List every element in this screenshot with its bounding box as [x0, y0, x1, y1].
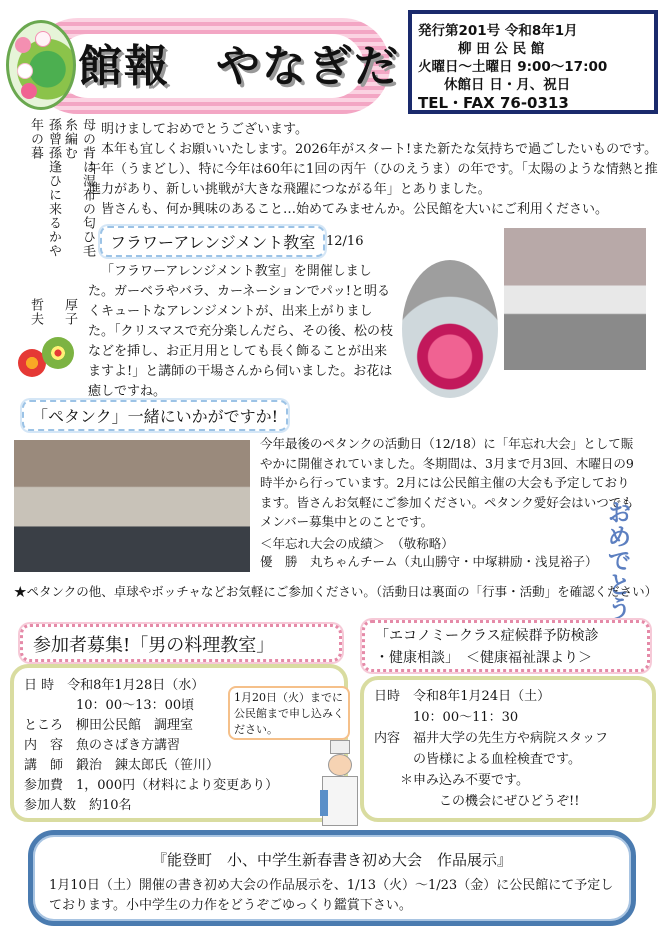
health-invite: この機会にぜひどうぞ!!	[374, 794, 580, 809]
haiku-2-author: 哲夫	[28, 298, 43, 326]
petanque-body: 今年最後のペタンクの活動日（12/18）に「年忘れ大会」として賑やかに開催されていました。冬期間は、3月まで月3回、木曜日の9時半から行っています。2月には公民館主催の大会も予定しております。皆さんお気軽にご参加ください。ペタンク愛好会はいつでもメンバー募集中とのことです。	[260, 436, 634, 529]
health-time: 10：00～11：30	[374, 710, 519, 725]
petanque-winner: 優 勝 丸ちゃんチーム（丸山勝守・中塚耕励・浅見裕子）	[260, 554, 598, 569]
cooking-instructor: 講 師 鍛治 錬太郎氏（笹川）	[24, 758, 220, 773]
health-content: 内容 福井大学の先生方や病院スタッフ	[374, 731, 609, 746]
closed-days: 休館日 日・月、祝日	[444, 77, 571, 93]
issue-number: 発行第201号 令和8年1月	[418, 23, 578, 39]
omedetou-decoration: おめでとう	[603, 500, 631, 620]
spinning-top-icon	[18, 335, 78, 383]
newsletter-title: 館報 やなぎだ	[78, 41, 400, 92]
flower-class-photo	[504, 228, 646, 370]
calligraphy-exhibit	[28, 830, 636, 926]
health-heading-line1: 「エコノミークラス症候群予防検診	[375, 628, 599, 644]
health-note: ＊申み込み不要です。	[374, 773, 529, 788]
new-year-greeting	[88, 120, 658, 220]
chef-illustration	[316, 740, 362, 836]
health-heading-line2: ・健康相談」 ＜健康福祉課より＞	[375, 650, 592, 666]
publication-info	[408, 10, 658, 114]
calligraphy-heading: 『能登町 小、中学生新春書き初め大会 作品展示』	[151, 851, 512, 869]
deadline-bubble: 1月20日（火）までに公民館まで申し込みください。	[228, 686, 350, 740]
opening-hours: 火曜日～土曜日 9:00～17:00	[418, 59, 608, 75]
health-date: 日時 令和8年1月24日（土）	[374, 689, 551, 704]
greeting-line: 皆さんも、何か興味のあること…始めてみませんか。公民館を大いにご利用ください。	[101, 202, 609, 217]
petanque-heading: 「ペタンク」一緒にいかがですか!	[22, 400, 288, 431]
petanque-photo	[14, 440, 250, 572]
haiku-1: 母の背は湿布の匂ひ毛糸編む	[62, 118, 95, 258]
cooking-place: ところ 柳田公民館 調理室	[24, 718, 194, 733]
flower-heading: フラワーアレンジメント教室	[100, 226, 325, 257]
cooking-time: 10：00～13：00頃	[24, 698, 195, 713]
other-activities-note: ★ペタンクの他、卓球やボッチャなどお気軽にご参加ください。（活動日は裏面の「行事・活動」を確認ください）	[14, 584, 658, 599]
pine-plum-wreath-icon	[6, 20, 76, 110]
health-details	[360, 676, 656, 822]
phone-fax: TEL・FAX 76-0313	[418, 94, 569, 112]
organization-name: 柳 田 公 民 館	[458, 41, 545, 57]
flower-date: 12/16	[326, 234, 364, 249]
cooking-heading: 参加者募集!「男の料理教室」	[20, 624, 342, 662]
greeting-line: 本年も宜しくお願いいたします。2026年がスタート!また新たな気持ちで過ごしたいものです。午年（うまどし）、特に今年は60年に1回の丙午（ひのえうま）の年です。「太陽のような情熱と推進力があり、新しい挑戦が大きな飛躍につながる年」とありました。	[88, 142, 658, 197]
flower-body: 「フラワーアレンジメント教室」を開催しました。ガーベラやバラ、カーネーションでパッ!と明るくキュートなアレンジメントが、出来上がりました。「クリスマスで充分楽しんだら、その後、松の枝などを挿し、お正月用としても長く飾ることが出来ますよ!」と講師の干場さんから伺いました。お花は癒しですね。	[88, 264, 393, 399]
cooking-date: 日 時 令和8年1月28日（水）	[24, 678, 205, 693]
greeting-line: 明けましておめでとうございます。	[101, 122, 308, 137]
flower-arrangement-photo	[402, 260, 498, 398]
cooking-content: 内 容 魚のさばき方講習	[24, 738, 181, 753]
cooking-capacity: 参加人数 約10名	[24, 798, 132, 813]
petanque-results-label: ＜年忘れ大会の成績＞ （敬称略）	[260, 536, 454, 551]
haiku-2: 孫曾孫逢ひに来るかや年の暮	[28, 118, 61, 258]
calligraphy-body: 1月10日（土）開催の書き初め大会の作品展示を、1/13（火）～1/23（金）に公民館にて予定しております。小中学生の力作をどうぞごゆっくり鑑賞下さい。	[49, 878, 614, 913]
haiku-1-author: 厚子	[62, 298, 77, 326]
health-heading	[362, 620, 650, 672]
cooking-fee: 参加費 1，000円（材料により変更あり）	[24, 778, 279, 793]
health-content-2: の皆様による血栓検査です。	[374, 752, 581, 767]
